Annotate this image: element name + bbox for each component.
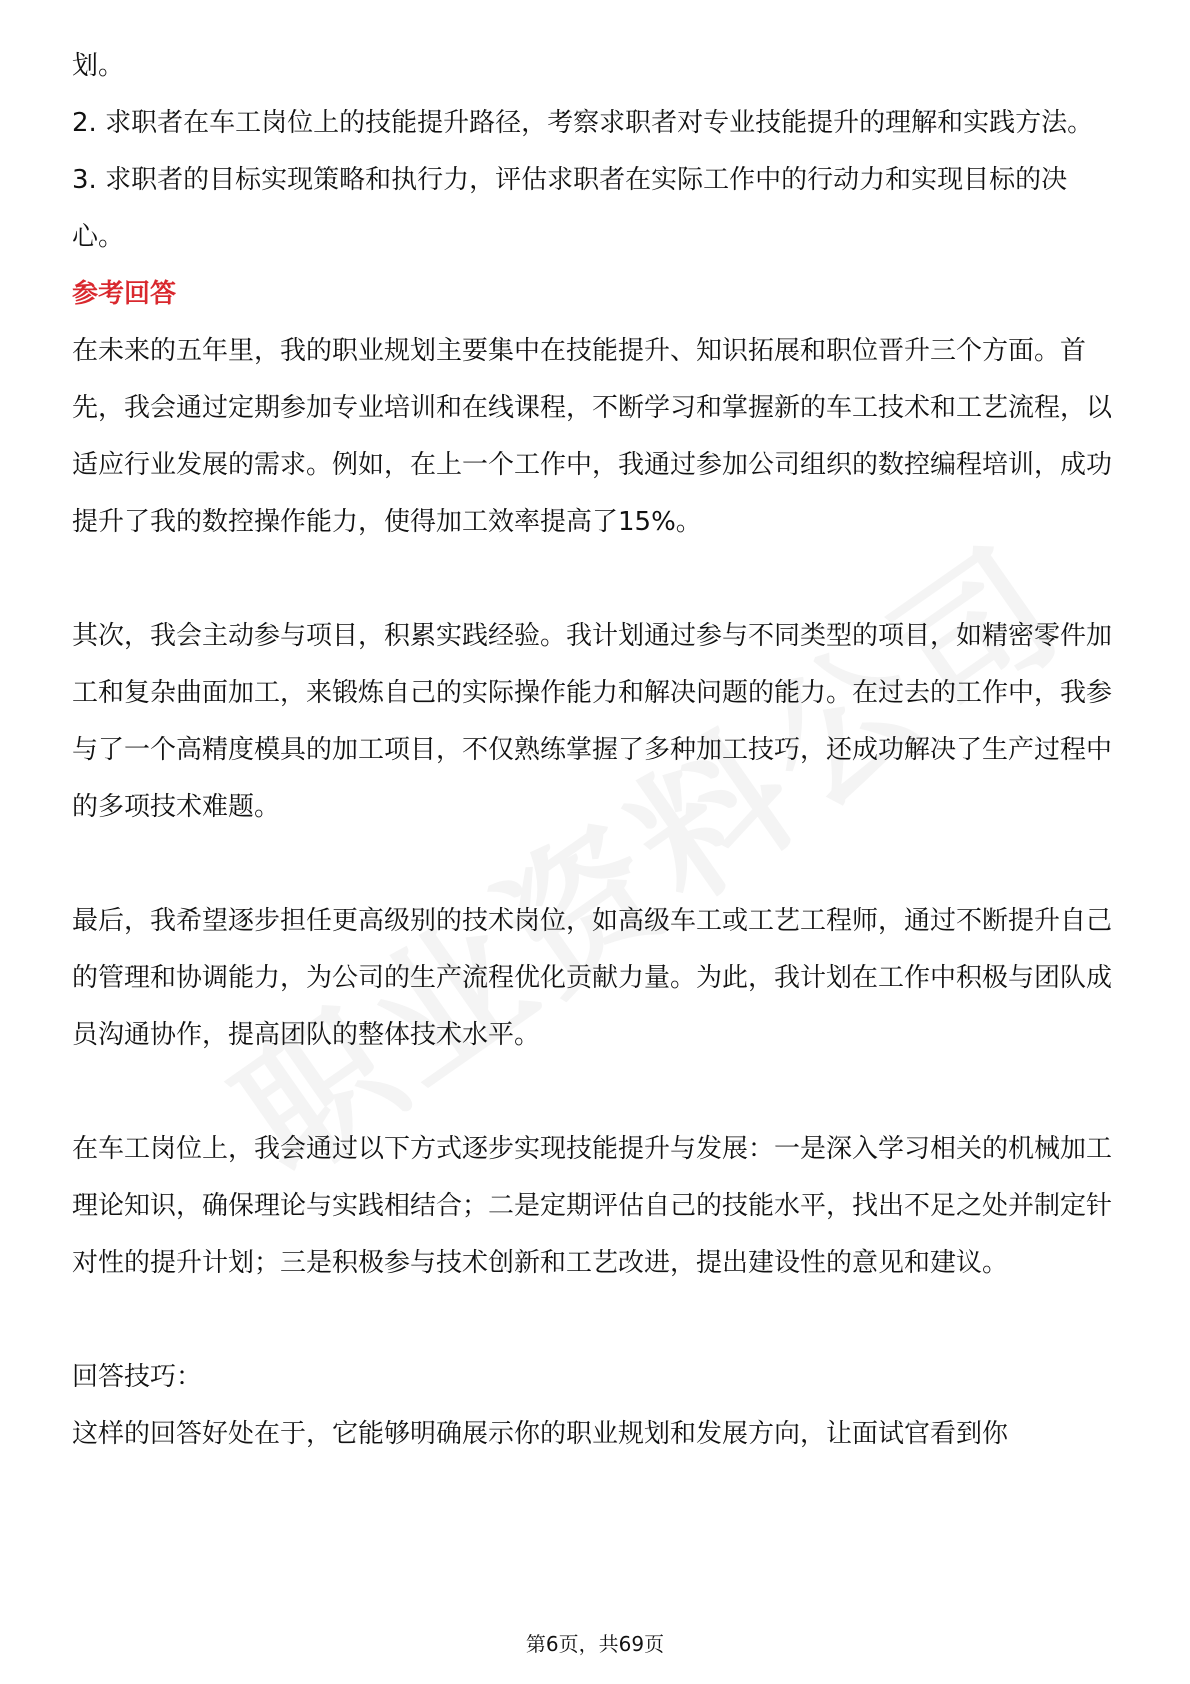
- answer-paragraph: 在未来的五年里，我的职业规划主要集中在技能提升、知识拓展和职位晋升三个方面。首先，我会通过定期参加专业培训和在线课程，不断学习和掌握新的车工技术和工艺流程，以适应行业发展的需求。例如，在上一个工作中，我通过参加公司组织的数控编程培训，成功提升了我的数控操作能力，使得加工效率提高了15%。: [72, 336, 1113, 537]
- answer-paragraph: 在车工岗位上，我会通过以下方式逐步实现技能提升与发展：一是深入学习相关的机械加工理论知识，确保理论与实践相结合；二是定期评估自己的技能水平，找出不足之处并制定针对性的提升计划；三是积极参与技术创新和工艺改进，提出建设性的意见和建议。: [72, 1134, 1113, 1278]
- paragraph-gap: [72, 551, 1118, 608]
- intro-line: 3. 求职者的目标实现策略和执行力，评估求职者在实际工作中的行动力和实现目标的决心。: [72, 165, 1068, 252]
- page-number-footer: 第6页，共69页: [525, 1632, 665, 1656]
- answer-paragraph: 其次，我会主动参与项目，积累实践经验。我计划通过参与不同类型的项目，如精密零件加工和复杂曲面加工，来锻炼自己的实际操作能力和解决问题的能力。在过去的工作中，我参与了一个高精度模具的加工项目，不仅熟练掌握了多种加工技巧，还成功解决了生产过程中的多项技术难题。: [72, 621, 1113, 822]
- document-body: [72, 38, 1118, 1463]
- paragraph-gap: [72, 836, 1118, 893]
- intro-line: 2. 求职者在车工岗位上的技能提升路径，考察求职者对专业技能提升的理解和实践方法。: [72, 108, 1094, 138]
- intro-line: 划。: [72, 51, 125, 81]
- paragraph-gap: [72, 1292, 1118, 1349]
- answer-paragraph: 最后，我希望逐步担任更高级别的技术岗位，如高级车工或工艺工程师，通过不断提升自己的管理和协调能力，为公司的生产流程优化贡献力量。为此，我计划在工作中积极与团队成员沟通协作，提高团队的整体技术水平。: [72, 906, 1113, 1050]
- paragraph-gap: [72, 1064, 1118, 1121]
- tips-heading: 回答技巧：: [72, 1362, 203, 1392]
- answer-heading: 参考回答: [72, 279, 177, 309]
- tips-text: 这样的回答好处在于，它能够明确展示你的职业规划和发展方向，让面试官看到你: [72, 1419, 1009, 1449]
